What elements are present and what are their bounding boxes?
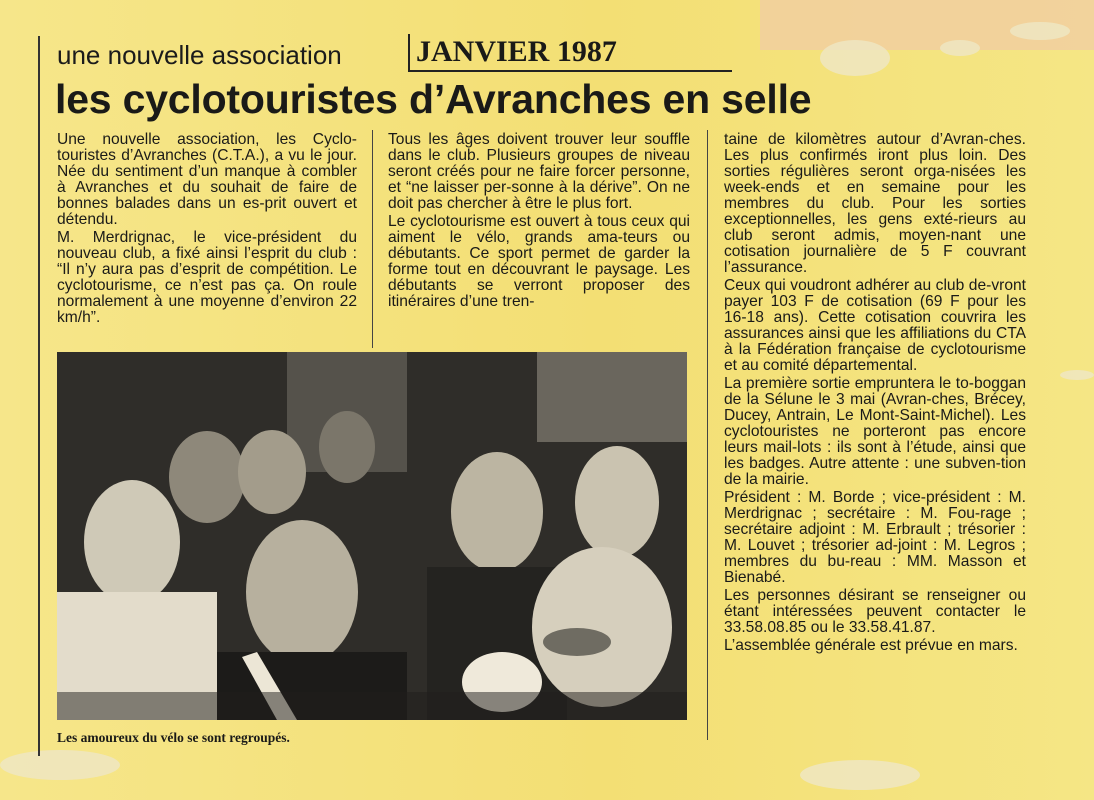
paragraph: Tous les âges doivent trouver leur souffle dans le club. Plusieurs groupes de niveau seront créés pour ne faire forcer personne, et “ne laisser per-sonne à la dérive”. On ne doit pas chercher à être le plus fort.	[388, 131, 690, 212]
meeting-photo	[57, 352, 687, 720]
photo-illustration	[57, 352, 687, 720]
issue-date: JANVIER 1987	[408, 34, 732, 72]
paper-tear	[0, 750, 120, 780]
article-column-1	[57, 132, 357, 328]
article-headline: les cyclotouristes d’Avranches en selle	[55, 76, 812, 122]
bureau-list: Président : M. Borde ; vice-président : M. Merdrignac ; secrétaire : M. Fou-rage ; secrétaire adjoint : M. Erbrault ; trésorier : M. Louvet ; trésorier ad-joint : M. Legros ; membres du bu-reau : MM. Masson et Bienabé.	[724, 489, 1026, 586]
paper-tear	[1060, 370, 1094, 380]
paper-tear	[800, 760, 920, 790]
paragraph: Une nouvelle association, les Cyclo-touristes d’Avranches (C.T.A.), a vu le jour. Née du sentiment d’un manque à combler à Avranches et du souhait de faire de bonnes balades dans un es-prit ouvert et détendu.	[57, 131, 357, 228]
paragraph: L’assemblée générale est prévue en mars.	[724, 637, 1018, 654]
paragraph: taine de kilomètres autour d’Avran-ches. Les plus confirmés iront plus loin. Des sorties régulières seront orga-nisées les week-ends et en semaine pour les membres du club. Pour les sorties exceptionnelles, les gens exté-rieurs au club seront admis, moyen-nant une cotisation journalière de 5 F couvrant l’assurance.	[724, 131, 1026, 276]
paragraph: Ceux qui voudront adhérer au club de-vront payer 103 F de cotisation (69 F pour les 16-18 ans). Cette cotisation couvrira les assurances ainsi que les affiliations du CTA à la Fédération française de cyclotourisme et au comité départemental.	[724, 277, 1026, 374]
paper-tear	[1010, 22, 1070, 40]
paragraph: Le cyclotourisme est ouvert à tous ceux qui aiment le vélo, grands ama-teurs ou débutants. Ce sport permet de garder la forme tout en découvrant le paysage. Les débutants se verront proposer des itinéraires d’une tren-	[388, 213, 690, 310]
column-rule	[372, 130, 373, 348]
margin-rule	[38, 36, 40, 756]
article-column-3	[724, 132, 1026, 656]
article-column-2	[388, 132, 690, 312]
quote-paragraph: M. Merdrignac, le vice-président du nouveau club, a fixé ainsi l’esprit du club : “Il n’y aura pas d’esprit de compétition. Le cyclotourisme, ce n’est pas ça. On roule normalement à une moyenne d’environ 22 km/h”.	[57, 229, 357, 326]
paper-tear	[820, 40, 890, 76]
contact-paragraph: Les personnes désirant se renseigner ou étant intéressées peuvent contacter le 33.58.08.85 ou le 33.58.41.87.	[724, 587, 1026, 636]
paper-tear	[940, 40, 980, 56]
article-kicker: une nouvelle association	[57, 40, 342, 70]
photo-caption: Les amoureux du vélo se sont regroupés.	[57, 730, 290, 745]
column-rule	[707, 130, 708, 740]
paragraph: La première sortie empruntera le to-boggan de la Sélune le 3 mai (Avran-ches, Brécey, Ducey, Antrain, Le Mont-Saint-Michel). Les cyclotouristes ne porteront pas encore leurs mail-lots : ils sont à l’étude, ainsi que les badges. Autre attente : une subven-tion de la mairie.	[724, 375, 1026, 488]
